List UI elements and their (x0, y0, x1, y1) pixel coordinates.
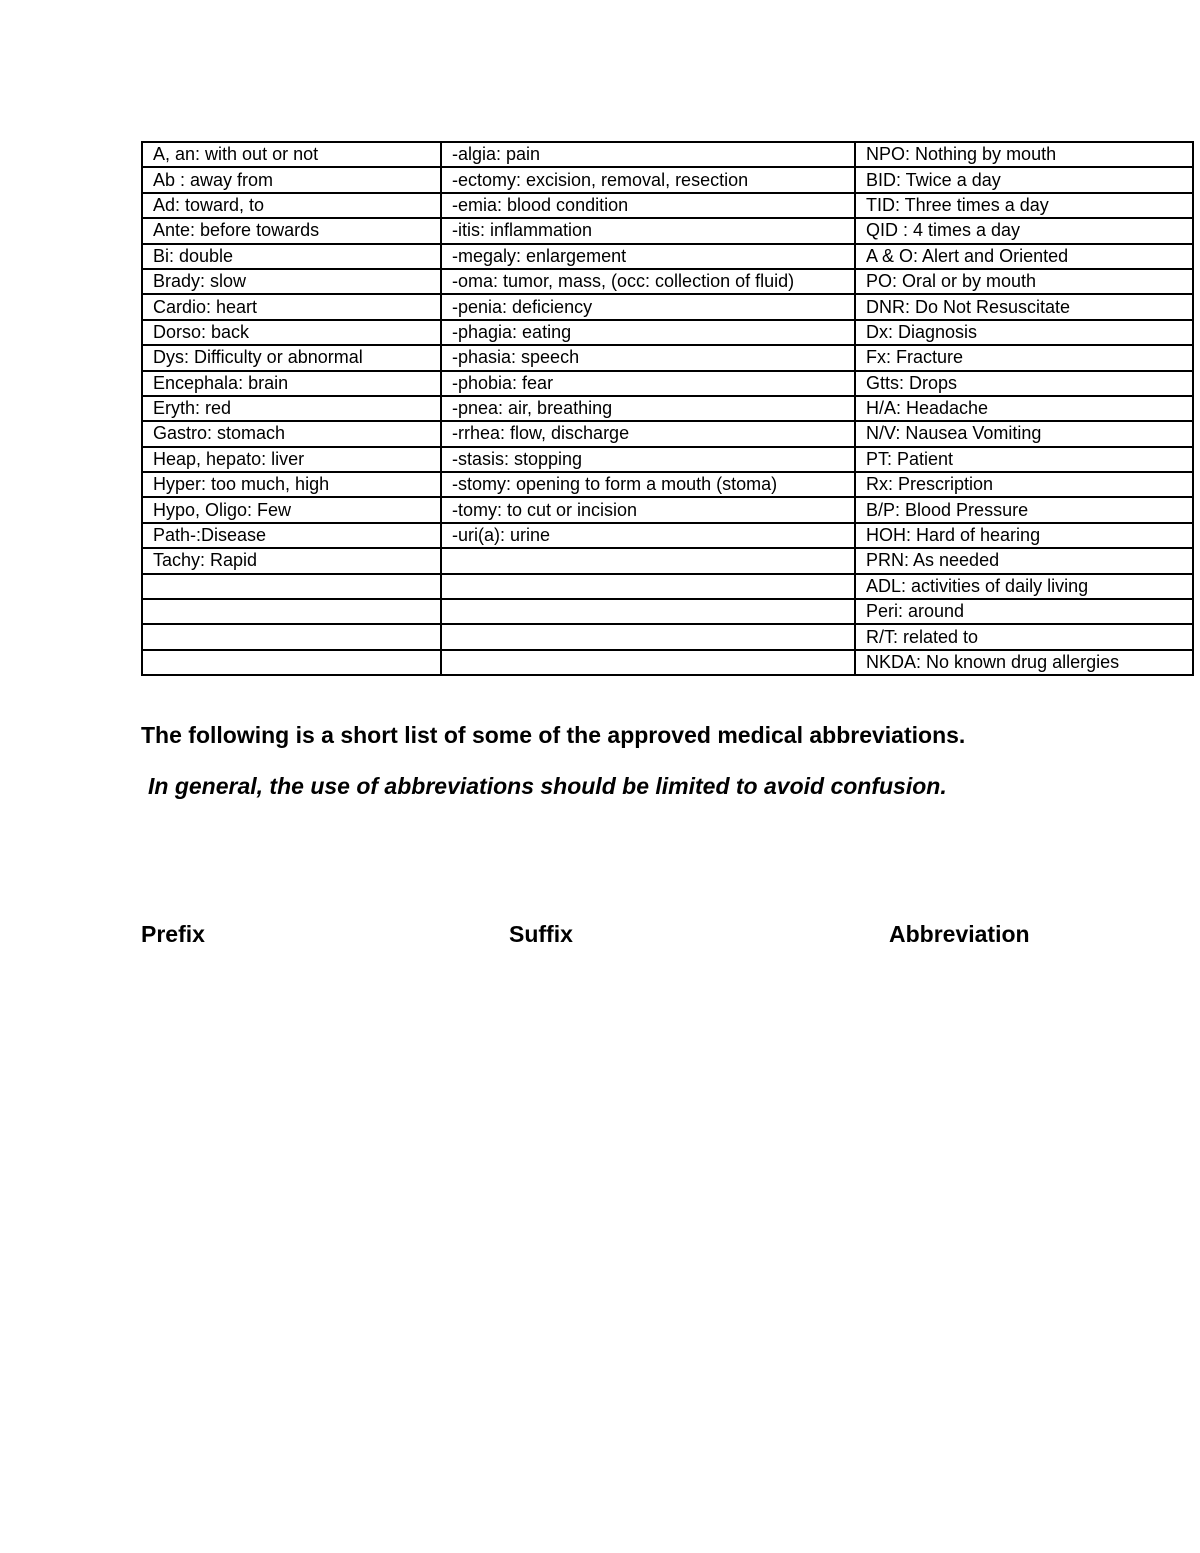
prefix-cell: A, an: with out or not (142, 142, 441, 167)
table-row (142, 193, 1193, 218)
prefix-heading: Prefix (141, 921, 205, 947)
suffix-cell: -stomy: opening to form a mouth (stoma) (441, 472, 855, 497)
prefix-cell (142, 574, 441, 599)
prefix-cell: Ab : away from (142, 167, 441, 192)
prefix-cell: Encephala: brain (142, 371, 441, 396)
table-row (142, 421, 1193, 446)
suffix-cell: -oma: tumor, mass, (occ: collection of fluid) (441, 269, 855, 294)
suffix-cell: -stasis: stopping (441, 447, 855, 472)
suffix-cell: -phasia: speech (441, 345, 855, 370)
suffix-cell: -uri(a): urine (441, 523, 855, 548)
table-row (142, 650, 1193, 675)
abbreviation-cell: QID : 4 times a day (855, 218, 1193, 243)
prefix-cell: Ante: before towards (142, 218, 441, 243)
table-row (142, 269, 1193, 294)
abbreviation-cell: Rx: Prescription (855, 472, 1193, 497)
prefix-cell: Dorso: back (142, 320, 441, 345)
abbreviation-table (141, 141, 1194, 676)
prefix-cell: Hyper: too much, high (142, 472, 441, 497)
abbreviation-cell: NKDA: No known drug allergies (855, 650, 1193, 675)
abbreviation-cell: TID: Three times a day (855, 193, 1193, 218)
prefix-cell (142, 650, 441, 675)
table-row (142, 345, 1193, 370)
table-row (142, 396, 1193, 421)
table-row (142, 371, 1193, 396)
note-text: In general, the use of abbreviations should be limited to avoid confusion. (148, 773, 947, 799)
suffix-cell: -algia: pain (441, 142, 855, 167)
abbreviation-cell: PRN: As needed (855, 548, 1193, 573)
table-row (142, 624, 1193, 649)
prefix-cell: Brady: slow (142, 269, 441, 294)
suffix-cell (441, 650, 855, 675)
abbreviation-cell: BID: Twice a day (855, 167, 1193, 192)
table-row (142, 294, 1193, 319)
suffix-cell: -phagia: eating (441, 320, 855, 345)
abbreviation-cell: Dx: Diagnosis (855, 320, 1193, 345)
prefix-cell: Gastro: stomach (142, 421, 441, 446)
prefix-cell: Bi: double (142, 244, 441, 269)
abbreviation-cell: PO: Oral or by mouth (855, 269, 1193, 294)
abbreviation-table-body (142, 142, 1193, 675)
table-row (142, 523, 1193, 548)
prefix-cell (142, 599, 441, 624)
suffix-cell: -itis: inflammation (441, 218, 855, 243)
abbreviation-cell: A & O: Alert and Oriented (855, 244, 1193, 269)
suffix-cell (441, 624, 855, 649)
suffix-cell: -tomy: to cut or incision (441, 497, 855, 522)
table-row (142, 320, 1193, 345)
prefix-cell: Path-:Disease (142, 523, 441, 548)
abbreviation-cell: ADL: activities of daily living (855, 574, 1193, 599)
table-row (142, 244, 1193, 269)
table-row (142, 167, 1193, 192)
intro-text: The following is a short list of some of the approved medical abbreviations. (141, 722, 966, 748)
suffix-cell: -megaly: enlargement (441, 244, 855, 269)
prefix-cell: Ad: toward, to (142, 193, 441, 218)
prefix-cell (142, 624, 441, 649)
abbreviation-cell: HOH: Hard of hearing (855, 523, 1193, 548)
table-row (142, 472, 1193, 497)
abbreviation-cell: Gtts: Drops (855, 371, 1193, 396)
suffix-heading: Suffix (509, 921, 573, 947)
abbreviation-cell: Fx: Fracture (855, 345, 1193, 370)
suffix-cell (441, 599, 855, 624)
prefix-cell: Dys: Difficulty or abnormal (142, 345, 441, 370)
prefix-cell: Cardio: heart (142, 294, 441, 319)
abbreviation-cell: R/T: related to (855, 624, 1193, 649)
suffix-cell: -emia: blood condition (441, 193, 855, 218)
prefix-cell: Hypo, Oligo: Few (142, 497, 441, 522)
prefix-cell: Eryth: red (142, 396, 441, 421)
suffix-cell: -rrhea: flow, discharge (441, 421, 855, 446)
prefix-cell: Heap, hepato: liver (142, 447, 441, 472)
abbreviation-heading: Abbreviation (889, 921, 1030, 947)
abbreviation-cell: N/V: Nausea Vomiting (855, 421, 1193, 446)
table-row (142, 142, 1193, 167)
table-row (142, 548, 1193, 573)
table-row (142, 574, 1193, 599)
table-row (142, 599, 1193, 624)
suffix-cell: -penia: deficiency (441, 294, 855, 319)
abbreviation-cell: PT: Patient (855, 447, 1193, 472)
suffix-cell: -pnea: air, breathing (441, 396, 855, 421)
table-row (142, 447, 1193, 472)
abbreviation-cell: B/P: Blood Pressure (855, 497, 1193, 522)
table-row (142, 218, 1193, 243)
suffix-cell (441, 574, 855, 599)
abbreviation-cell: DNR: Do Not Resuscitate (855, 294, 1193, 319)
prefix-cell: Tachy: Rapid (142, 548, 441, 573)
suffix-cell (441, 548, 855, 573)
table-row (142, 497, 1193, 522)
suffix-cell: -ectomy: excision, removal, resection (441, 167, 855, 192)
abbreviation-cell: Peri: around (855, 599, 1193, 624)
abbreviation-cell: H/A: Headache (855, 396, 1193, 421)
abbreviation-cell: NPO: Nothing by mouth (855, 142, 1193, 167)
suffix-cell: -phobia: fear (441, 371, 855, 396)
